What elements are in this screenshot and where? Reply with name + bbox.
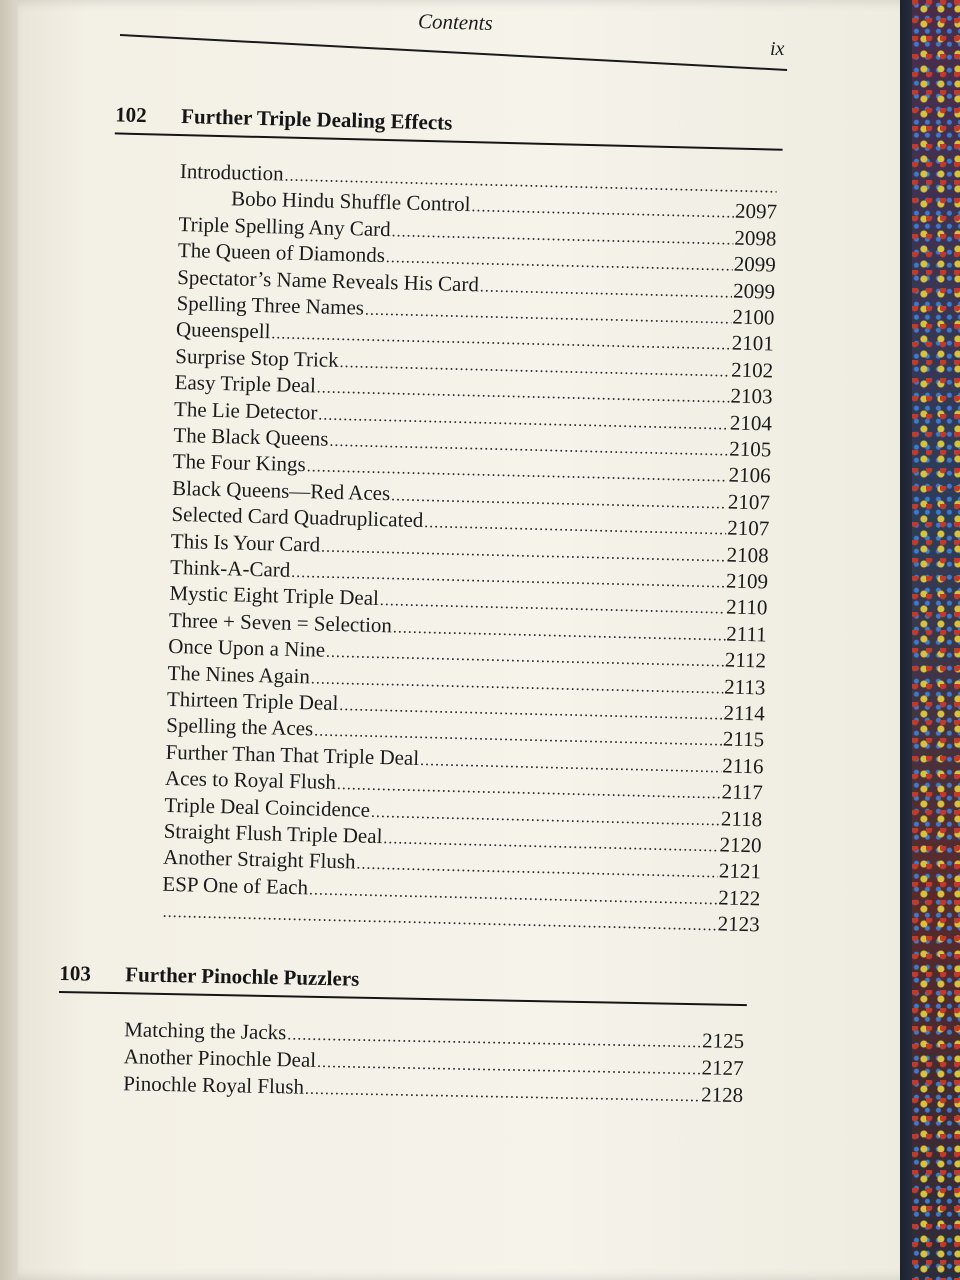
- toc-entry-title: Triple Deal Coincidence: [164, 792, 371, 822]
- chapter-heading: [59, 961, 359, 992]
- toc-entry-page: 2110: [725, 594, 768, 620]
- chapter-title: Further Pinochle Puzzlers: [125, 962, 360, 991]
- toc-entry-title: Bobo Hindu Shuffle Control: [230, 186, 471, 217]
- running-head: Contents: [417, 9, 493, 35]
- toc-entry-title: Once Upon a Nine: [167, 634, 326, 662]
- toc-entry-title: The Lie Detector: [173, 396, 318, 425]
- toc-entry-page: 2102: [730, 357, 774, 383]
- toc-entry-title: Pinochle Royal Flush: [122, 1071, 305, 1099]
- toc-entry-title: Three + Seven = Selection: [168, 607, 393, 638]
- toc-entry-title: Another Straight Flush: [162, 845, 356, 874]
- toc-entry-page: 2103: [730, 383, 773, 409]
- chapter-103-section: [18, 0, 918, 1280]
- toc-entry-title: The Queen of Diamonds: [177, 238, 386, 268]
- background-rug: [912, 0, 960, 1280]
- toc-entry-page: 2109: [725, 568, 769, 594]
- toc-entry-title: Selected Card Quadruplicated: [171, 502, 424, 533]
- toc-entry-title: Straight Flush Triple Deal: [163, 818, 383, 849]
- toc-entry-page: 2113: [723, 674, 766, 700]
- toc-entry-page: 2107: [727, 489, 771, 515]
- toc-entry-page: 2118: [720, 806, 763, 832]
- toc-entry-title: Easy Triple Deal: [174, 370, 317, 398]
- toc-entry-page: 2120: [719, 832, 762, 858]
- toc-entry-page: 2106: [728, 462, 771, 488]
- toc-entry-page: 2112: [724, 647, 767, 673]
- toc-entry-page: 2097: [734, 198, 778, 224]
- toc-entry-page: 2111: [725, 621, 768, 647]
- dot-leader: [305, 1081, 700, 1107]
- toc-entry-title: Triple Spelling Any Card: [178, 211, 391, 241]
- toc-entry-title: This Is Your Card: [170, 528, 321, 557]
- toc-entry-page: 2117: [721, 779, 764, 805]
- toc-entry-page: 2121: [718, 858, 762, 884]
- toc-entry-title: Queenspell: [175, 317, 271, 344]
- toc-entry-title: Surprise Stop Trick: [175, 343, 339, 372]
- toc-entry-title: Introduction: [179, 159, 284, 186]
- toc-entry-title: Spelling the Aces: [166, 713, 314, 741]
- toc-entry-title: Further Than That Triple Deal: [165, 739, 420, 770]
- toc-entry-page: 2122: [717, 885, 761, 911]
- chapter-title: Further Triple Dealing Effects: [180, 104, 453, 135]
- page-folio: ix: [770, 38, 785, 60]
- toc-entry-title: Another Pinochle Deal: [123, 1044, 317, 1072]
- toc-entry-title: The Black Queens: [173, 422, 329, 451]
- toc-entry-title: Mystic Eight Triple Deal: [169, 581, 380, 611]
- toc-entry-title: ESP One of Each: [162, 871, 309, 900]
- toc-entry-page: 2105: [728, 436, 772, 462]
- book-page: [18, 0, 918, 1280]
- toc-entry-page: 2099: [733, 251, 777, 277]
- toc-entry-page: 2104: [729, 410, 773, 436]
- toc-entry-title: Thirteen Triple Deal: [166, 686, 339, 716]
- toc-entry-page: 2114: [723, 700, 766, 726]
- toc-entry-page: 2125: [701, 1028, 745, 1054]
- toc-entry-page: 2116: [721, 753, 764, 779]
- toc-entry-page: 2100: [732, 304, 775, 330]
- toc-entry-page: 2099: [732, 278, 776, 304]
- toc-entry-page: 2128: [700, 1082, 744, 1108]
- toc-entry-page: 2101: [731, 330, 775, 356]
- chapter-rule: [59, 991, 747, 1006]
- toc-entry-title: The Four Kings: [172, 449, 307, 477]
- toc-entry-page: 2115: [722, 726, 765, 752]
- toc-entry-page: 2127: [701, 1055, 744, 1081]
- chapter-number: 103: [59, 960, 92, 986]
- toc-entry-page: 2123: [717, 911, 760, 937]
- toc-entry-title: Black Queens—Red Aces: [171, 475, 391, 506]
- toc-entry-title: The Nines Again: [167, 660, 311, 688]
- toc-entry-page: 2107: [727, 515, 770, 541]
- toc-entry-title: Think-A-Card: [169, 554, 291, 582]
- toc-entry-page: 2108: [726, 542, 769, 568]
- toc-entry-title: Aces to Royal Flush: [164, 766, 337, 795]
- toc-entry-title: Spectator’s Name Reveals His Card: [176, 264, 480, 296]
- toc-entry-title: Matching the Jacks: [124, 1017, 287, 1045]
- toc-entry-page: 2098: [734, 225, 777, 251]
- chapter-number: 102: [114, 102, 148, 128]
- toc-entry-title: Spelling Three Names: [176, 290, 365, 320]
